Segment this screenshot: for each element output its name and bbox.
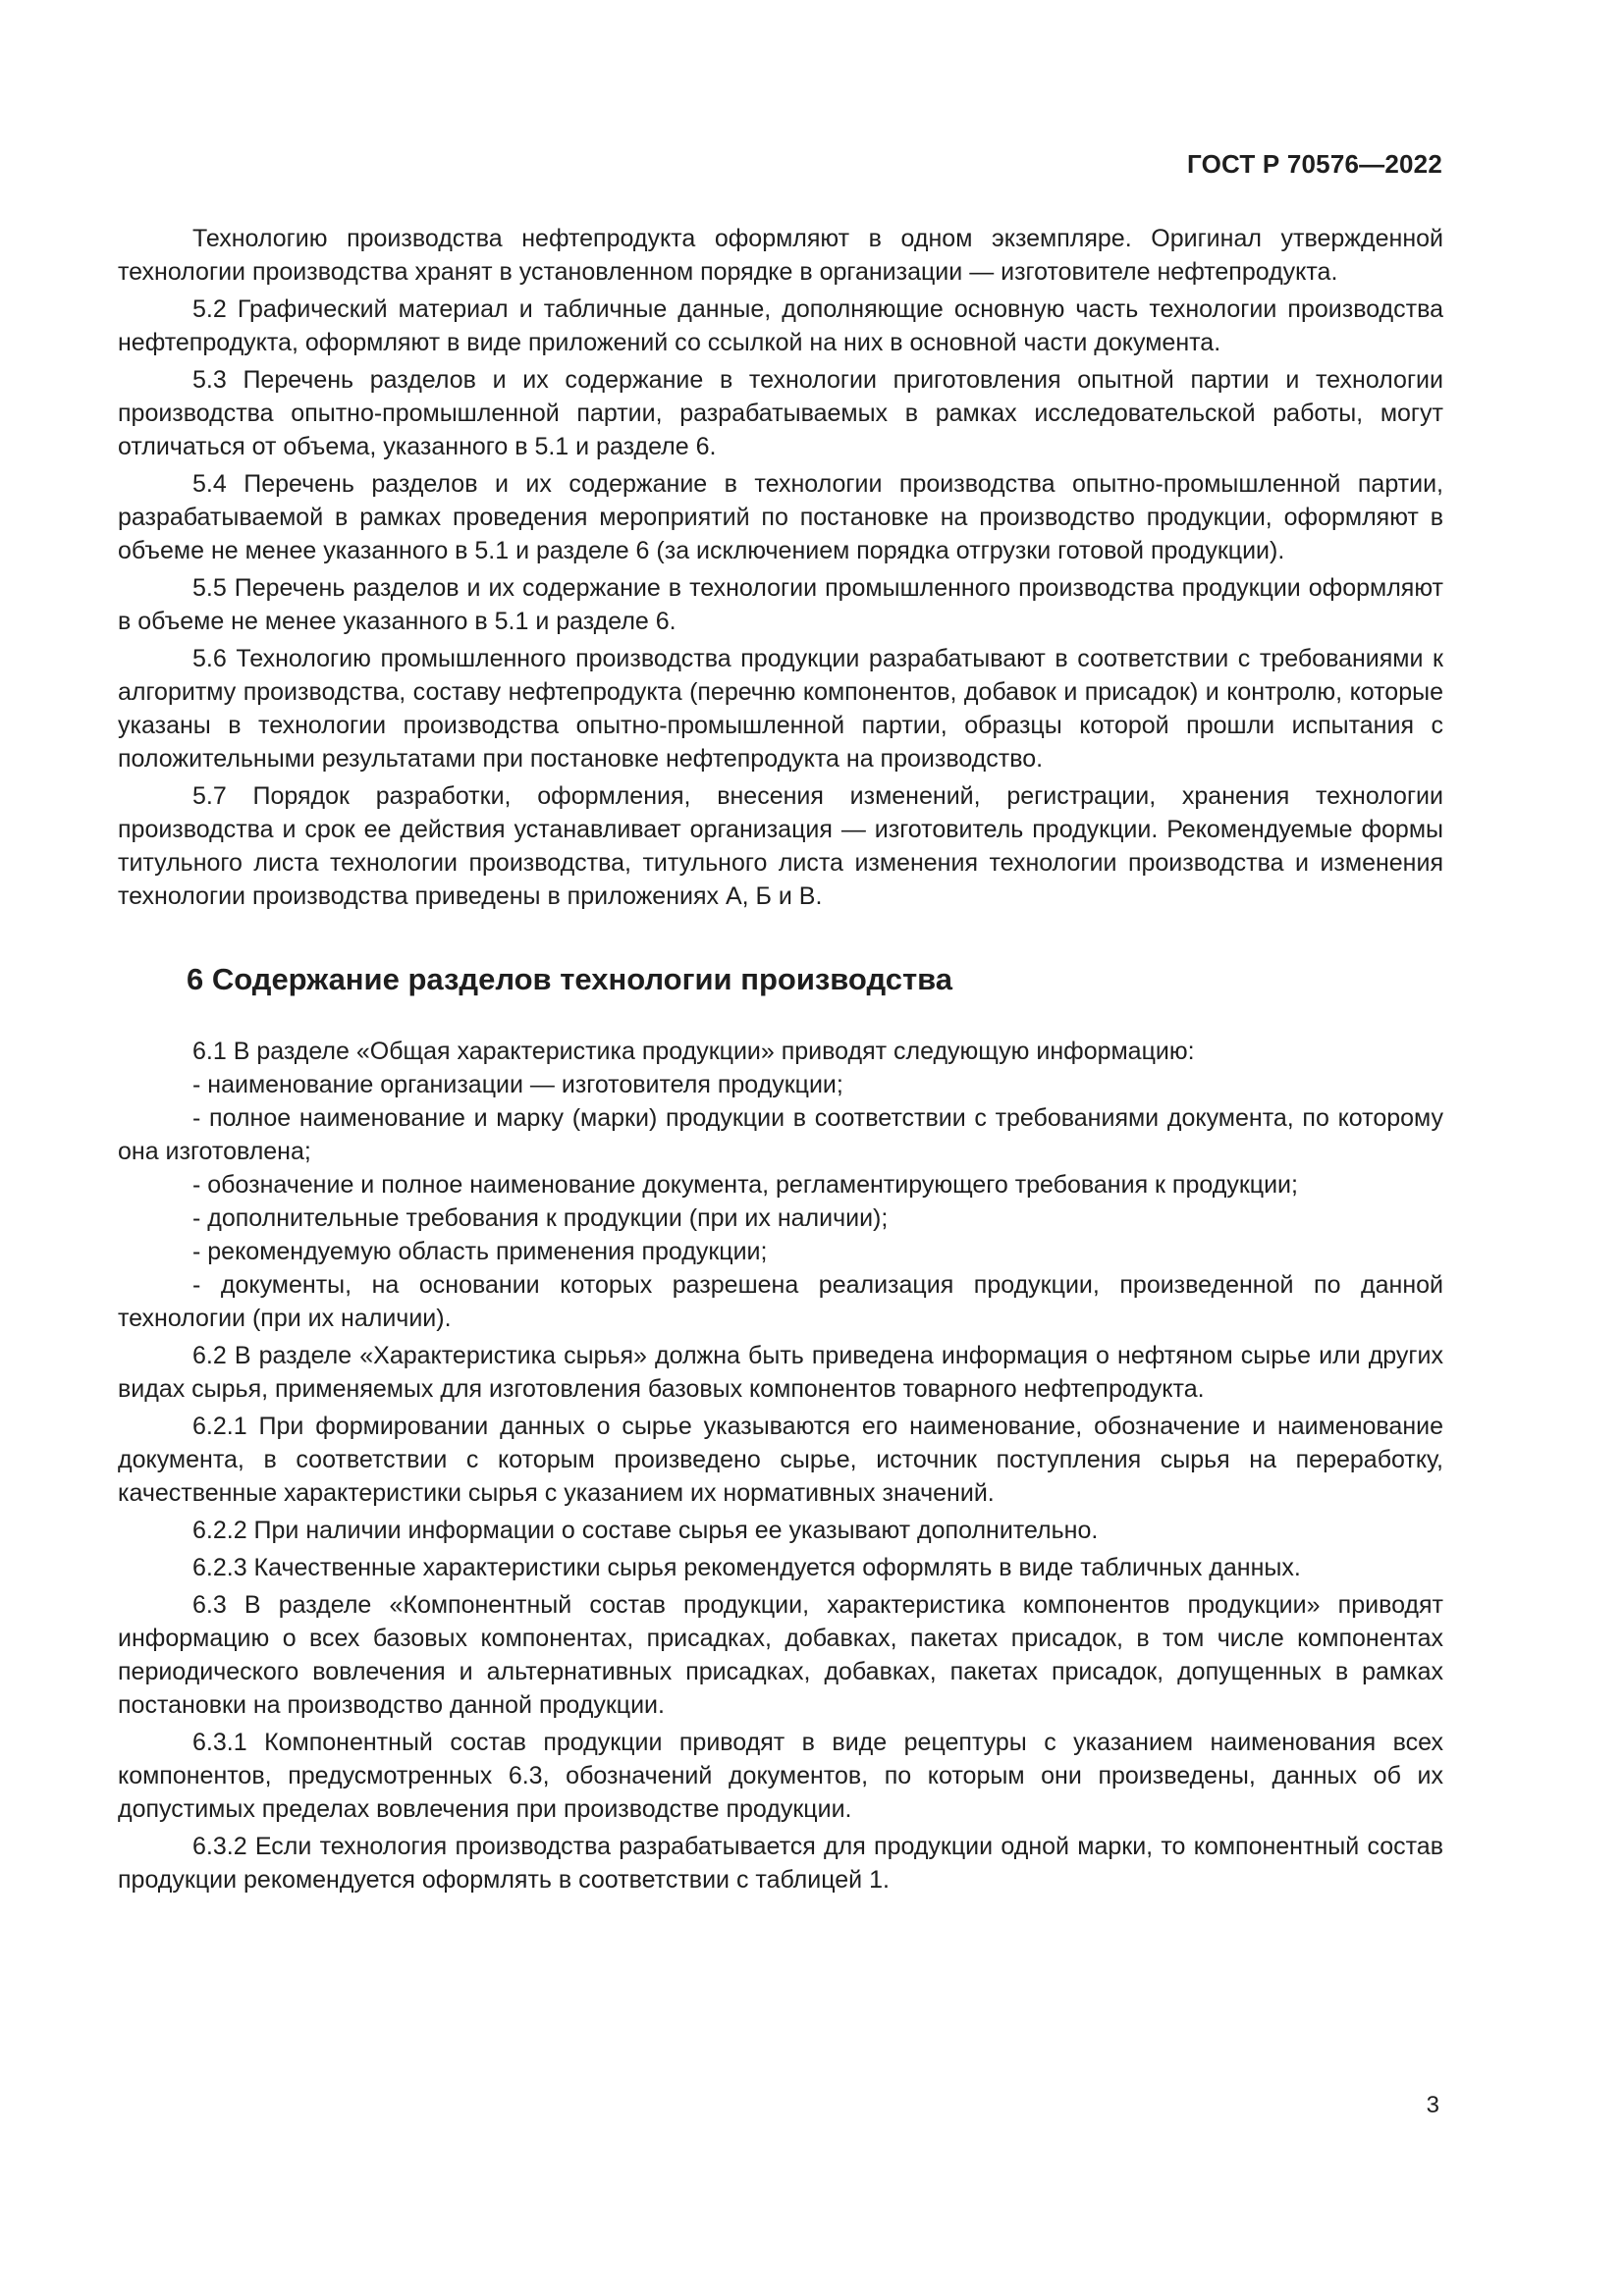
- paragraph: 6.3.2 Если технология производства разрабатывается для продукции одной марки, то компонентный состав продукции рекомендуется оформлять в соответствии с таблицей 1.: [118, 1833, 1443, 1894]
- section-heading: 6 Содержание разделов технологии производства: [187, 962, 953, 996]
- paragraph: 6.1 В разделе «Общая характеристика продукции» приводят следующую информацию:: [192, 1038, 1195, 1065]
- list-item: - дополнительные требования к продукции (при их наличии);: [192, 1204, 889, 1232]
- list-item: - обозначение и полное наименование документа, регламентирующего требования к продукции;: [192, 1171, 1298, 1199]
- list-item: - рекомендуемую область применения продукции;: [192, 1238, 768, 1265]
- paragraph: 6.3 В разделе «Компонентный состав продукции, характеристика компонентов продукции» приводят информацию о всех базовых компонентах, присадках, добавках, пакетах присадок, в том числе компонентах периодического вовлечения и альтернативных присадках, добавках, пакетах присадок, допущенных в рамках постановки на производство данной продукции.: [118, 1591, 1443, 1719]
- paragraph: 6.2 В разделе «Характеристика сырья» должна быть приведена информация о нефтяном сырье или других видах сырья, применяемых для изготовления базовых компонентов товарного нефтепродукта.: [118, 1342, 1443, 1403]
- list-item: - документы, на основании которых разрешена реализация продукции, произведенной по данной технологии (при их наличии).: [118, 1271, 1443, 1332]
- document-code: ГОСТ Р 70576—2022: [1187, 149, 1442, 179]
- paragraph: 5.7 Порядок разработки, оформления, внесения изменений, регистрации, хранения технологии производства и срок ее действия устанавливает организация — изготовитель продукции. Рекомендуемые формы титульного листа технологии производства, титульного листа изменения технологии производства и изменения технологии производства приведены в приложениях А, Б и В.: [118, 782, 1443, 910]
- paragraph: Технологию производства нефтепродукта оформляют в одном экземпляре. Оригинал утвержденной технологии производства хранят в установленном порядке в организации — изготовителе нефтепродукта.: [118, 225, 1443, 286]
- paragraph: 6.3.1 Компонентный состав продукции приводят в виде рецептуры с указанием наименования всех компонентов, предусмотренных 6.3, обозначений документов, по которым они произведены, данных об их допустимых пределах вовлечения при производстве продукции.: [118, 1729, 1443, 1823]
- paragraph: 6.2.1 При формировании данных о сырье указываются его наименование, обозначение и наименование документа, в соответствии с которым произведено сырье, источник поступления сырья на переработку, качественные характеристики сырья с указанием их нормативных значений.: [118, 1413, 1443, 1507]
- paragraph: 5.6 Технологию промышленного производства продукции разрабатывают в соответствии с требованиями к алгоритму производства, составу нефтепродукта (перечню компонентов, добавок и присадок) и контролю, которые указаны в технологии производства опытно-промышленной партии, образцы которой прошли испытания с положительными результатами при постановке нефтепродукта на производство.: [118, 645, 1443, 773]
- list-item: - полное наименование и марку (марки) продукции в соответствии с требованиями документа, по которому она изготовлена;: [118, 1104, 1443, 1165]
- paragraph: 5.4 Перечень разделов и их содержание в технологии производства опытно-промышленной партии, разрабатываемой в рамках проведения мероприятий по постановке на производство продукции, оформляют в объеме не менее указанного в 5.1 и разделе 6 (за исключением порядка отгрузки готовой продукции).: [118, 470, 1443, 564]
- paragraph: 6.2.2 При наличии информации о составе сырья ее указывают дополнительно.: [192, 1517, 1099, 1544]
- paragraph: 5.5 Перечень разделов и их содержание в технологии промышленного производства продукции оформляют в объеме не менее указанного в 5.1 и разделе 6.: [118, 574, 1443, 635]
- paragraph: 5.3 Перечень разделов и их содержание в технологии приготовления опытной партии и технологии производства опытно-промышленной партии, разрабатываемых в рамках исследовательской работы, могут отличаться от объема, указанного в 5.1 и разделе 6.: [118, 366, 1443, 460]
- list-item: - наименование организации — изготовителя продукции;: [192, 1071, 843, 1098]
- paragraph: 6.2.3 Качественные характеристики сырья рекомендуется оформлять в виде табличных данных.: [192, 1554, 1301, 1581]
- page-number: 3: [1426, 2092, 1439, 2118]
- paragraph: 5.2 Графический материал и табличные данные, дополняющие основную часть технологии производства нефтепродукта, оформляют в виде приложений со ссылкой на них в основной части документа.: [118, 295, 1443, 356]
- page-body: [118, 222, 1443, 1896]
